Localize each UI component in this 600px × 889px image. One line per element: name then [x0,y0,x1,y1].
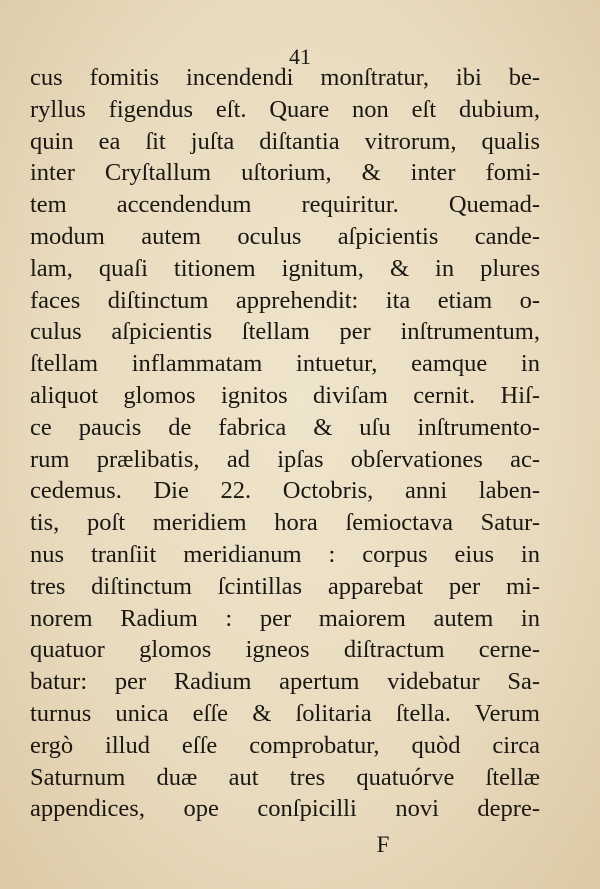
text-line: inter Cryſtallum uſtorium, & inter fomi- [30,159,540,187]
text-line: cus fomitis incendendi monſtratur, ibi be- [30,64,540,91]
text-line: faces diſtinctum apprehendit: ita etiam o- [30,286,540,314]
text-line: turnus unica eſſe & ſolitaria ſtella. Verum [30,699,540,727]
text-line: tres diſtinctum ſcintillas apparebat per mi- [30,572,540,600]
text-line: ryllus figendus eſt. Quare non eſt dubium, [30,95,540,123]
body-text [30,62,540,825]
text-line: batur: per Radium apertum videbatur Sa- [30,668,540,696]
text-line: modum autem oculus aſpicientis cande- [30,222,540,250]
text-line: nus tranſiit meridianum : corpus eius in [30,540,540,568]
text-line: tis, poſt meridiem hora ſemioctava Satur- [30,509,540,537]
text-line: ſtellam inflammatam intuetur, eamque in [30,350,540,378]
text-line: ergò illud eſſe comprobatur, quòd circa [30,731,540,759]
text-line: culus aſpicientis ſtellam per inſtrumentum, [30,318,540,346]
text-line: norem Radium : per maiorem autem in [30,604,540,632]
text-line: cedemus. Die 22. Octobris, anni laben- [30,477,540,505]
text-line: appendices, ope conſpicilli novi depre- [30,795,540,823]
text-line: aliquot glomos ignitos diviſam cernit. Hiſ- [30,381,540,409]
text-line: quatuor glomos igneos diſtractum cerne- [30,636,540,664]
page-number: 41 [289,44,311,69]
text-line: rum prælibatis, ad ipſas obſervationes ac- [30,445,540,473]
signature-mark: F [376,832,390,857]
text-line: quin ea ſit juſta diſtantia vitrorum, qualis [30,127,540,155]
text-line: tem accendendum requiritur. Quemad- [30,191,540,219]
text-line: Saturnum duæ aut tres quatuórve ſtellæ [30,763,540,791]
text-line: ce paucis de fabrica & uſu inſtrumento- [30,413,540,441]
text-line: lam, quaſi titionem ignitum, & in plures [30,254,540,282]
